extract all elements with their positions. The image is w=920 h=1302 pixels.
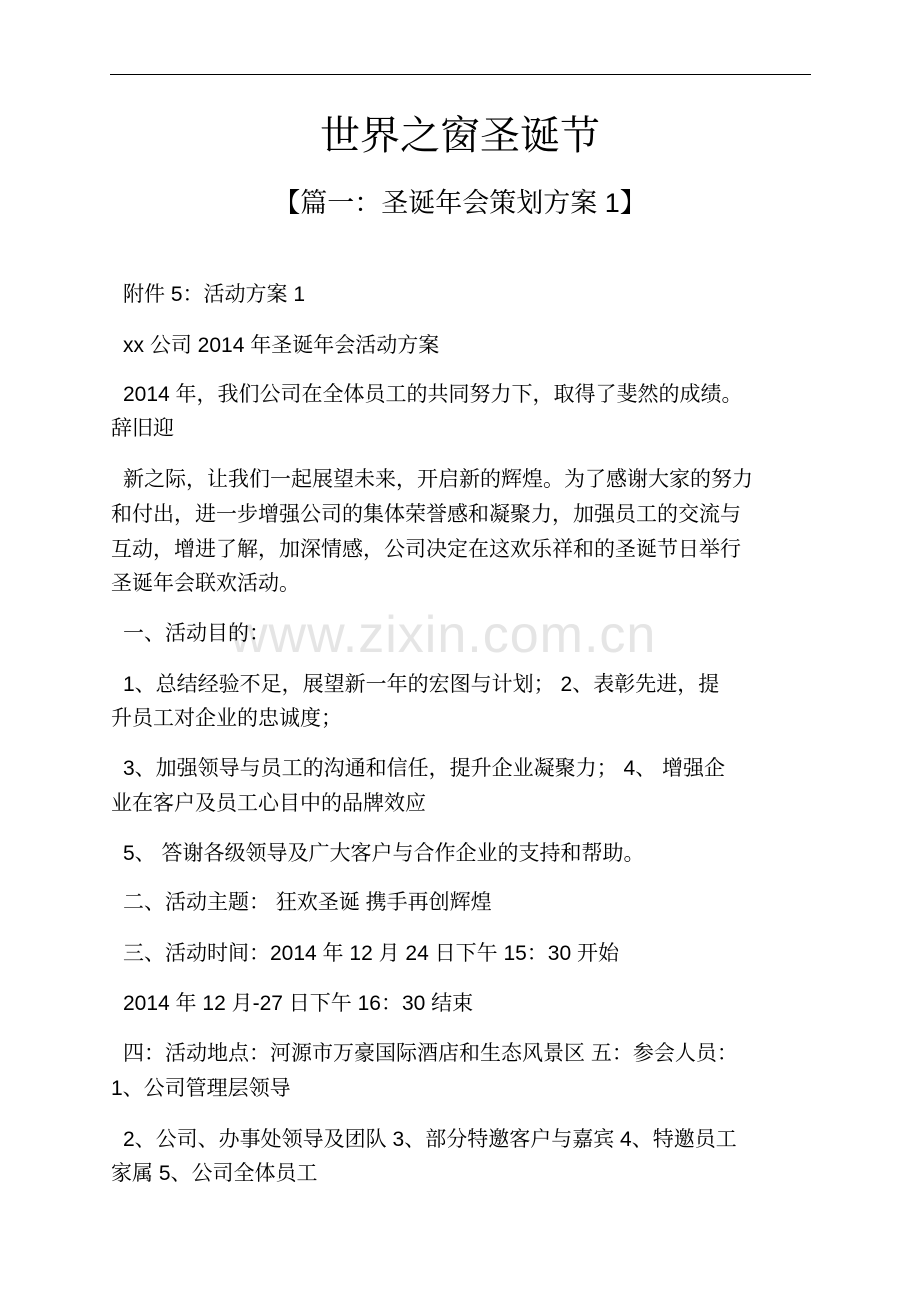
paragraph-line: 2014 年，我们公司在全体员工的共同努力下，取得了斐然的成绩。 bbox=[123, 383, 743, 406]
paragraph-line: 3、加强领导与员工的沟通和信任，提升企业凝聚力； 4、 增强企 bbox=[123, 757, 726, 780]
paragraph-line: 新之际，让我们一起展望未来，开启新的辉煌。为了感谢大家的努力 bbox=[123, 468, 753, 491]
paragraph-line: 辞旧迎 bbox=[111, 417, 174, 440]
section-heading: 三、活动时间：2014 年 12 月 24 日下午 15：30 开始 bbox=[123, 942, 619, 965]
paragraph-line: 业在客户及员工心目中的品牌效应 bbox=[111, 792, 426, 815]
paragraph-line: 2、公司、办事处领导及团队 3、部分特邀客户与嘉宾 4、特邀员工 bbox=[123, 1128, 737, 1151]
watermark: www.zixin.com.cn bbox=[230, 606, 657, 664]
paragraph-line: 5、 答谢各级领导及广大客户与合作企业的支持和帮助。 bbox=[123, 842, 645, 865]
document-title: 世界之窗圣诞节 bbox=[320, 114, 600, 158]
paragraph-line: 1、总结经验不足，展望新一年的宏图与计划； 2、表彰先进，提 bbox=[123, 673, 720, 696]
section-heading: 二、活动主题： 狂欢圣诞 携手再创辉煌 bbox=[123, 891, 492, 914]
paragraph-line: 互动，增进了解，加深情感，公司决定在这欢乐祥和的圣诞节日举行 bbox=[111, 538, 741, 561]
paragraph-line: 1、公司管理层领导 bbox=[111, 1077, 291, 1100]
header-rule bbox=[110, 74, 811, 75]
paragraph-line: xx 公司 2014 年圣诞年会活动方案 bbox=[123, 334, 440, 357]
section-heading: 四：活动地点：河源市万豪国际酒店和生态风景区 五：参会人员： bbox=[123, 1042, 738, 1065]
paragraph-line: 和付出，进一步增强公司的集体荣誉感和凝聚力，加强员工的交流与 bbox=[111, 503, 741, 526]
paragraph-line: 升员工对企业的忠诚度； bbox=[111, 707, 342, 730]
paragraph-line: 附件 5：活动方案 1 bbox=[123, 283, 306, 306]
paragraph-line: 圣诞年会联欢活动。 bbox=[111, 572, 300, 595]
paragraph-line: 家属 5、公司全体员工 bbox=[111, 1162, 318, 1185]
section-heading: 一、活动目的： bbox=[123, 622, 270, 645]
document-subtitle: 【篇一：圣诞年会策划方案 1】 bbox=[273, 188, 647, 218]
paragraph-line: 2014 年 12 月-27 日下午 16：30 结束 bbox=[123, 992, 474, 1015]
